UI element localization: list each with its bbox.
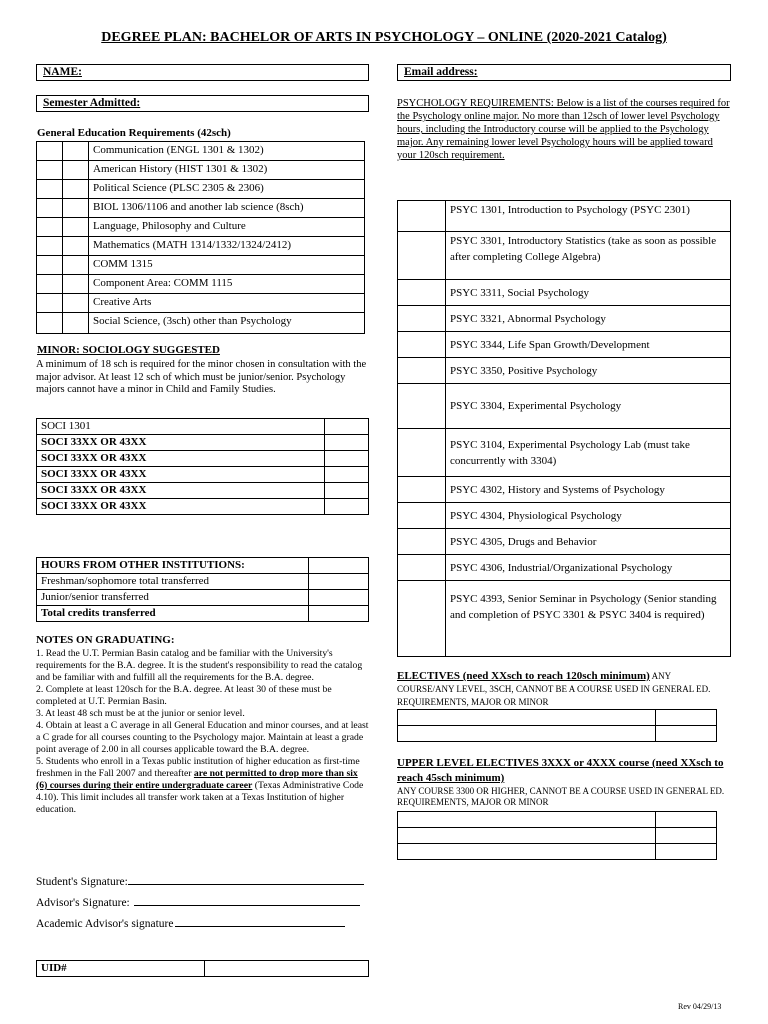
other-hours-value-cell[interactable] (309, 574, 369, 590)
gen-ed-check-cell[interactable] (37, 142, 63, 161)
gen-ed-row (37, 294, 365, 313)
note-3: 3. At least 48 sch must be at the junior or senior level. (36, 708, 245, 719)
gen-ed-course-label: Mathematics (MATH 1314/1332/1324/2412) (89, 237, 365, 256)
psych-course-row (398, 429, 731, 477)
psych-check-cell[interactable] (398, 358, 446, 384)
gen-ed-course-label: COMM 1315 (89, 256, 365, 275)
psych-course-row (398, 555, 731, 581)
advisor-signature-line[interactable] (134, 895, 360, 906)
electives-note: COURSE/ANY LEVEL, 3SCH, CANNOT BE A COURSE USED IN GENERAL ED. REQUIREMENTS, MAJOR OR MINOR (397, 684, 711, 707)
minor-header: MINOR: SOCIOLOGY SUGGESTED (37, 344, 220, 356)
minor-course-label: SOCI 33XX OR 43XX (37, 483, 325, 499)
other-hours-header: HOURS FROM OTHER INSTITUTIONS: (37, 558, 309, 574)
note-5-emphasis: are not permitted to drop more than six (6) courses during their entire undergraduate career (36, 768, 358, 791)
note-2: 2. Complete at least 120sch for the B.A. degree. At least 30 of these must be completed at U.T. Permian Basin. (36, 684, 332, 707)
name-field[interactable] (36, 64, 369, 81)
gen-ed-grade-cell[interactable] (63, 237, 89, 256)
psych-check-cell[interactable] (398, 280, 446, 306)
gen-ed-check-cell[interactable] (37, 218, 63, 237)
note-5-text-a: 5. Students who enroll in a Texas public institution of higher education as first-time freshmen in the Fall 2007 and thereafter (36, 756, 360, 779)
minor-grade-cell[interactable] (325, 483, 369, 499)
psych-course-label: PSYC 3304, Experimental Psychology (446, 384, 731, 429)
email-label: Email address: (404, 66, 478, 78)
other-hours-row (37, 574, 369, 590)
minor-course-label: SOCI 33XX OR 43XX (37, 499, 325, 515)
gen-ed-grade-cell[interactable] (63, 294, 89, 313)
other-hours-row (37, 590, 369, 606)
psych-course-row (398, 232, 731, 280)
gen-ed-course-label: Language, Philosophy and Culture (89, 218, 365, 237)
minor-row (37, 467, 369, 483)
gen-ed-grade-cell[interactable] (63, 275, 89, 294)
note-4: 4. Obtain at least a C average in all General Education and minor courses, and at least a C grade for all courses counting to the Psychology major. Maintain at least a grade point average of 2.00 in all courses applicable toward the B.A. degree. (36, 720, 369, 755)
gen-ed-course-label: Social Science, (3sch) other than Psychology (89, 313, 365, 334)
gen-ed-grade-cell[interactable] (63, 142, 89, 161)
uid-label: UID# (37, 961, 205, 977)
psych-course-row (398, 280, 731, 306)
gen-ed-row (37, 161, 365, 180)
upper-elective-hours-cell[interactable] (656, 828, 717, 844)
psych-check-cell[interactable] (398, 503, 446, 529)
gen-ed-grade-cell[interactable] (63, 199, 89, 218)
gen-ed-row (37, 142, 365, 161)
upper-elective-hours-cell[interactable] (656, 812, 717, 828)
other-hours-row (37, 606, 369, 622)
email-field[interactable] (397, 64, 731, 81)
psych-check-cell[interactable] (398, 477, 446, 503)
advisor-signature-label: Advisor's Signature: (36, 897, 130, 909)
minor-course-label: SOCI 33XX OR 43XX (37, 467, 325, 483)
gen-ed-row (37, 237, 365, 256)
psych-course-label: PSYC 3301, Introductory Statistics (take as soon as possible after completing College Algebra) (446, 232, 731, 280)
gen-ed-check-cell[interactable] (37, 199, 63, 218)
note-5-text-b: (Texas Administrative Code 4.10). This limit includes all transfer work taken at a Texas Institution of higher education. (36, 780, 364, 815)
minor-description: A minimum of 18 sch is required for the minor chosen in consultation with the major advisor. At least 12 sch of which must be junior/senior. Psychology majors cannot have a minor in Child and Family Studies. (36, 359, 367, 395)
psych-course-row (398, 384, 731, 429)
gen-ed-table (36, 141, 365, 334)
psych-course-label: PSYC 3344, Life Span Growth/Development (446, 332, 731, 358)
student-signature-row[interactable] (36, 874, 364, 888)
minor-grade-cell[interactable] (325, 435, 369, 451)
minor-course-label: SOCI 33XX OR 43XX (37, 451, 325, 467)
psych-course-label: PSYC 4306, Industrial/Organizational Psychology (446, 555, 731, 581)
psych-course-label: PSYC 4304, Physiological Psychology (446, 503, 731, 529)
other-hours-label: Total credits transferred (37, 606, 309, 622)
psych-course-row (398, 332, 731, 358)
gen-ed-check-cell[interactable] (37, 180, 63, 199)
minor-course-label: SOCI 33XX OR 43XX (37, 435, 325, 451)
revision-date: Rev 04/29/13 (678, 1002, 722, 1011)
minor-grade-cell[interactable] (325, 499, 369, 515)
psych-check-cell[interactable] (398, 529, 446, 555)
gen-ed-check-cell[interactable] (37, 161, 63, 180)
other-hours-value-cell[interactable] (309, 590, 369, 606)
gen-ed-row (37, 199, 365, 218)
note-1: 1. Read the U.T. Permian Basin catalog and be familiar with the University's requirements for the B.A. degree. It is the student's responsibility to read the catalog and be familiar with and fulfill all the requirements for the B.A. degree. (36, 648, 363, 683)
psych-course-label: PSYC 3104, Experimental Psychology Lab (must take concurrently with 3304) (446, 429, 731, 477)
gen-ed-check-cell[interactable] (37, 256, 63, 275)
minor-grade-cell[interactable] (325, 451, 369, 467)
psych-course-label: PSYC 3350, Positive Psychology (446, 358, 731, 384)
gen-ed-course-label: American History (HIST 1301 & 1302) (89, 161, 365, 180)
psych-check-cell[interactable] (398, 332, 446, 358)
gen-ed-check-cell[interactable] (37, 313, 63, 334)
upper-elective-course-cell[interactable] (398, 812, 656, 828)
upper-electives-section (397, 756, 731, 808)
elective-hours-cell[interactable] (656, 726, 717, 742)
gen-ed-header: General Education Requirements (42sch) (37, 127, 231, 139)
other-hours-value-cell[interactable] (309, 606, 369, 622)
uid-value-cell[interactable] (205, 961, 369, 977)
minor-course-label: SOCI 1301 (37, 419, 325, 435)
name-label: NAME: (43, 66, 82, 78)
other-hours-header-row (37, 558, 369, 574)
upper-electives-header: UPPER LEVEL ELECTIVES 3XXX or 4XXX course (need XXsch to reach 45sch minimum) (397, 757, 724, 784)
minor-row (37, 483, 369, 499)
elective-hours-cell[interactable] (656, 710, 717, 726)
semester-admitted-field[interactable] (36, 95, 369, 112)
student-signature-label: Student's Signature: (36, 876, 128, 888)
upper-elective-course-cell[interactable] (398, 844, 656, 860)
gen-ed-grade-cell[interactable] (63, 256, 89, 275)
gen-ed-grade-cell[interactable] (63, 313, 89, 334)
minor-row (37, 419, 369, 435)
minor-table (36, 418, 369, 515)
gen-ed-check-cell[interactable] (37, 275, 63, 294)
psych-course-row (398, 477, 731, 503)
electives-section (397, 669, 731, 708)
psych-course-row (398, 358, 731, 384)
psych-course-label: PSYC 3321, Abnormal Psychology (446, 306, 731, 332)
psych-course-label: PSYC 3311, Social Psychology (446, 280, 731, 306)
gen-ed-row (37, 256, 365, 275)
minor-row (37, 435, 369, 451)
advisor-signature-row[interactable] (36, 895, 360, 909)
gen-ed-check-cell[interactable] (37, 294, 63, 313)
psych-course-label: PSYC 1301, Introduction to Psychology (PSYC 2301) (446, 201, 731, 232)
note-5 (36, 756, 371, 816)
minor-row (37, 499, 369, 515)
other-hours-header-value[interactable] (309, 558, 369, 574)
psych-requirements-intro: PSYCHOLOGY REQUIREMENTS: Below is a list of the courses required for the Psychology online major. No more than 12sch of lower level Psychology hours, including the Introductory course will be applied to the Psychology major. Any remaining lower level Psychology hours will be applied toward your 120sch requirement. (397, 98, 730, 161)
gen-ed-course-label: Political Science (PLSC 2305 & 2306) (89, 180, 365, 199)
gen-ed-grade-cell[interactable] (63, 218, 89, 237)
psych-table (397, 200, 731, 657)
electives-header: ELECTIVES (need XXsch to reach 120sch minimum) (397, 670, 650, 682)
psych-check-cell[interactable] (398, 384, 446, 429)
psych-check-cell[interactable] (398, 201, 446, 232)
gen-ed-row (37, 313, 365, 334)
other-hours-label: Freshman/sophomore total transferred (37, 574, 309, 590)
academic-signature-label: Academic Advisor's signature (36, 918, 174, 930)
gen-ed-row (37, 180, 365, 199)
minor-grade-cell[interactable] (325, 467, 369, 483)
psych-check-cell[interactable] (398, 429, 446, 477)
gen-ed-grade-cell[interactable] (63, 180, 89, 199)
psych-course-label: PSYC 4305, Drugs and Behavior (446, 529, 731, 555)
psych-course-row (398, 529, 731, 555)
gen-ed-check-cell[interactable] (37, 237, 63, 256)
gen-ed-course-label: Component Area: COMM 1115 (89, 275, 365, 294)
psych-check-cell[interactable] (398, 306, 446, 332)
minor-row (37, 451, 369, 467)
academic-signature-row[interactable] (36, 916, 345, 930)
psych-check-cell[interactable] (398, 581, 446, 657)
notes-header: NOTES ON GRADUATING: (36, 634, 175, 646)
gen-ed-course-label: Communication (ENGL 1301 & 1302) (89, 142, 365, 161)
gen-ed-grade-cell[interactable] (63, 161, 89, 180)
semester-admitted-label: Semester Admitted: (43, 97, 141, 109)
psych-check-cell[interactable] (398, 232, 446, 280)
psych-course-row (398, 306, 731, 332)
upper-electives-table (397, 811, 717, 860)
notes-section (36, 634, 371, 816)
psych-course-row (398, 201, 731, 232)
student-signature-line[interactable] (128, 874, 364, 885)
gen-ed-row (37, 218, 365, 237)
upper-electives-note: ANY COURSE 3300 OR HIGHER, CANNOT BE A COURSE USED IN GENERAL ED. REQUIREMENTS, MAJOR OR MINOR (397, 786, 725, 807)
elective-course-cell[interactable] (398, 710, 656, 726)
gen-ed-course-label: Creative Arts (89, 294, 365, 313)
gen-ed-course-label: BIOL 1306/1106 and another lab science (8sch) (89, 199, 365, 218)
other-hours-table (36, 557, 369, 622)
academic-signature-line[interactable] (175, 916, 345, 927)
elective-course-cell[interactable] (398, 726, 656, 742)
psych-check-cell[interactable] (398, 555, 446, 581)
page-title: DEGREE PLAN: BACHELOR OF ARTS IN PSYCHOLOGY – ONLINE (2020-2021 Catalog) (101, 30, 667, 45)
electives-note-lead: ANY (649, 671, 672, 681)
upper-elective-hours-cell[interactable] (656, 844, 717, 860)
psych-course-label: PSYC 4302, History and Systems of Psychology (446, 477, 731, 503)
other-hours-label: Junior/senior transferred (37, 590, 309, 606)
upper-elective-course-cell[interactable] (398, 828, 656, 844)
electives-table (397, 709, 717, 742)
psych-course-row (398, 581, 731, 657)
uid-table (36, 960, 369, 977)
psych-course-label: PSYC 4393, Senior Seminar in Psychology (Senior standing and completion of PSYC 3301 & PSYC 3404 is required) (446, 581, 731, 657)
minor-grade-cell[interactable] (325, 419, 369, 435)
gen-ed-row (37, 275, 365, 294)
psych-course-row (398, 503, 731, 529)
